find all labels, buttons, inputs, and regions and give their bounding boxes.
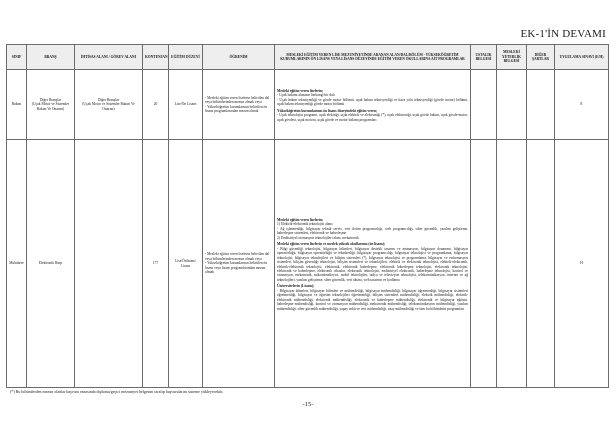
table-row xyxy=(7,70,609,140)
row-uygulama: E xyxy=(555,70,609,140)
mesleki-block-title: Mesleki eğitim veren liselerin ve meslek yüksek okullarının (ön lisans); xyxy=(277,242,386,247)
table-row xyxy=(7,140,609,388)
col-header-diger: DİĞER ŞARTLAR xyxy=(527,45,555,70)
mesleki-line: - Bilgi güvenliği teknolojisi, bilgisayar bilimleri, bilgisayar destekli tasarım ve animasyon, bilgisayar donanımı, bilgisayar operatörlüğü, bilgisayar operatörlüğü ve teknikerliği, bilgisayar programcılığı, bilgisayar teknolojisi ve programlama, bilgisayar teknolojisi, bilgisayar teknolojileri ve bilişim sistemleri (*), bilgisayar teknolojisi ve programlama, bilgisayar ve enformasyon sistemleri, bilişim güvenliği teknolojisi, bilişim sistemleri ve teknolojileri, elektrik ve elektronik teknolojisi, elektrik-elektronik, elektrik-elektronik teknolojisi, elektronik, elektronik haberleşme, elektronik haberleşme teknolojisi, elektronik teknolojisi, elektronik ve haberleşme, elektronik cihazlar, elektronik teknolojisi, endüstriyel elektronik, haberleşme teknolojisi, kontrol ve otomasyon, mekatronik, mikrodenetleyici, mobil teknolojiler, radyo ve televizyon teknolojisi, telekomünikasyon, internet ve ağ teknolojileri, yazılım geliştirme, siber güvenlik, veri tabanı, web tasarımı ve kodlama xyxy=(277,246,468,282)
mesleki-block-title: Yükseköğretim kurumlarının ön lisans düzeyindeki eğitim veren; xyxy=(277,108,378,113)
col-header-brans: BRANŞ xyxy=(27,45,75,70)
row-sinif: Muhabere xyxy=(7,140,27,388)
row-mesleki xyxy=(275,140,471,388)
mesleki-line: - Uçak bakımı alanının herhangi bir dalı xyxy=(277,93,335,98)
ogrenim-line: - Yükseköğretim kurumlarının belirtilen ön lisans veya lisans programlarından mezun olmak xyxy=(205,261,268,275)
row-ihtisas-sub: (Uçak Motor ve Sistemler Bakım Ve Onarım) xyxy=(82,102,135,111)
ogrenim-line: - Mesleki eğitim veren liselerin belirtilen dal veya bölümlerinden mezun olmak veya xyxy=(205,252,270,261)
row-uygulama: H xyxy=(555,140,609,388)
row-brans xyxy=(27,140,75,388)
row-yeterlik xyxy=(497,70,527,140)
mesleki-line: 1) Elektrik-elektronik teknolojisi alanı; xyxy=(277,222,334,227)
mesleki-block-title: Mesleki eğitim veren liselerin; xyxy=(277,88,324,93)
row-kontenjan: 177 xyxy=(143,140,169,388)
row-yeterlik xyxy=(497,140,527,388)
col-header-sinif: SINIF xyxy=(7,45,27,70)
page-number: -15- xyxy=(302,401,314,408)
row-brans-sub: (Uçak Motor ve Sistemler Bakım Ve Onarım) xyxy=(31,102,70,111)
col-header-kontenjan: KONTENJAN xyxy=(143,45,169,70)
row-ustalik xyxy=(471,70,497,140)
row-mesleki xyxy=(275,70,471,140)
row-ihtisas xyxy=(75,70,143,140)
col-header-yeterlik: MESLEKİ YETERLİK BELGESİ xyxy=(497,45,527,70)
col-header-mesleki: MESLEKİ EĞİTİM VEREN LİSE MEZUNİYETİNDE ARANAN ALAN/DAL/BÖLÜM - YÜKSEKÖĞRETİM KURUMLARININ ÖN LİSANS VEYA LİSANS DÜZEYİNDE EĞİTİM VEREN OKULLARINA AİT PROGRAMLAR xyxy=(275,45,471,70)
row-egitim-duzeyi: Lise/Ön Lisans xyxy=(169,70,203,140)
table-header-row xyxy=(7,45,609,70)
col-header-egitim-duzeyi: EĞİTİM DÜZEYİ xyxy=(169,45,203,70)
row-diger xyxy=(527,140,555,388)
mesleki-line: - Bilgisayar bilimleri, bilgisayar bilimleri ve mühendisliği, bilgisayar mühendisliği, bilgisayar öğretmenliği, bilgisayar sistemleri öğretmenliği, bilgisayar ve öğretim teknolojileri öğretmenliği, bilişim sistemleri mühendisliği, elektrik mühendisliği, elektrik-elektronik mühendisliği, elektronik mühendisliği, elektronik ve haberleşme mühendisliği, elektronik ve bilgisayar eğitimi, haberleşme mühendisliği, kontrol ve otomasyon mühendisliği, mekatronik mühendisliği, telekomünikasyon mühendisliği, yazılım mühendisliği, siber güvenlik mühendisliği, yapay zekâ ve veri mühendisliği, uzay mühendisliği ve tüm bu bölümlerin programları xyxy=(277,288,468,311)
col-header-ogrenim: ÖĞRENİM xyxy=(203,45,275,70)
row-brans-main: Elektronik Harp xyxy=(38,261,63,266)
row-brans xyxy=(27,70,75,140)
col-header-ihtisas: İHTİSAS ALANI / GÖREV ALANI xyxy=(75,45,143,70)
ogrenim-line: - Yükseköğretim kurumlarının belirtilen ön lisans programlarından mezun olmak xyxy=(205,104,268,113)
requirements-table xyxy=(6,44,609,388)
page-header: EK-1'İN DEVAMI xyxy=(520,28,606,40)
row-ogrenim xyxy=(203,70,275,140)
mesleki-line: 2) Endüstriyel otomasyon teknolojileri alanı; mekatronik xyxy=(277,235,359,240)
mesleki-line: - Uçak teknolojisi programı, uçak elektriği, uçak elektrik ve elektroniği (*), uçak elektroniği, uçak gövde bakım, uçak gövde-motor, uçak gövdesi, uçak motoru, uçak gövde ve motor bakımı programları xyxy=(277,113,468,122)
col-header-ustalik: USTALIK BELGESİ xyxy=(471,45,497,70)
row-diger xyxy=(527,70,555,140)
mesleki-block-title: Mesleki eğitim veren liselerin; xyxy=(277,217,324,222)
row-ihtisas-main: Diğer Branşlar xyxy=(97,97,120,102)
row-ihtisas xyxy=(75,140,143,388)
footnote: (*) Bu bölümlerden mezun olanlar başvuru esnasında diploma/geçici mezuniyet belgesini tarafıp başvurularını sisteme yükleyecektir. xyxy=(10,389,224,394)
row-ustalik xyxy=(471,140,497,388)
mesleki-line: - Ağ işletmenliği, bilgisayar teknik servis, veri iletim programcılığı, web programcılığı, siber güvenlik, yazılım geliştirme, haberleşme sistemleri, elektronik ve haberleşme xyxy=(277,226,468,236)
row-brans-main: Diğer Branşlar xyxy=(39,97,62,102)
mesleki-line: - Uçak bakım teknisyenliği ve gövde motor bölümü, uçak bakım teknisyenliği ve hava yolu teknisyenliği (gövde motor) bölümü, uçak bakım teknisyenliği gövde motor bölümü xyxy=(277,97,468,107)
row-egitim-duzeyi: Lise/Önlisans/ Lisans xyxy=(169,140,203,388)
row-sinif: Bakım xyxy=(7,70,27,140)
mesleki-block-title: Üniversitelerin (Lisans); xyxy=(277,284,315,289)
ogrenim-line: - Mesleki eğitim veren liselerin belirtilen dal veya bölümlerinden mezun olmak veya xyxy=(205,95,270,105)
row-kontenjan: 20 xyxy=(143,70,169,140)
col-header-uygulama: UYGULAMA SINAVI (E/H) xyxy=(555,45,609,70)
row-ogrenim xyxy=(203,140,275,388)
